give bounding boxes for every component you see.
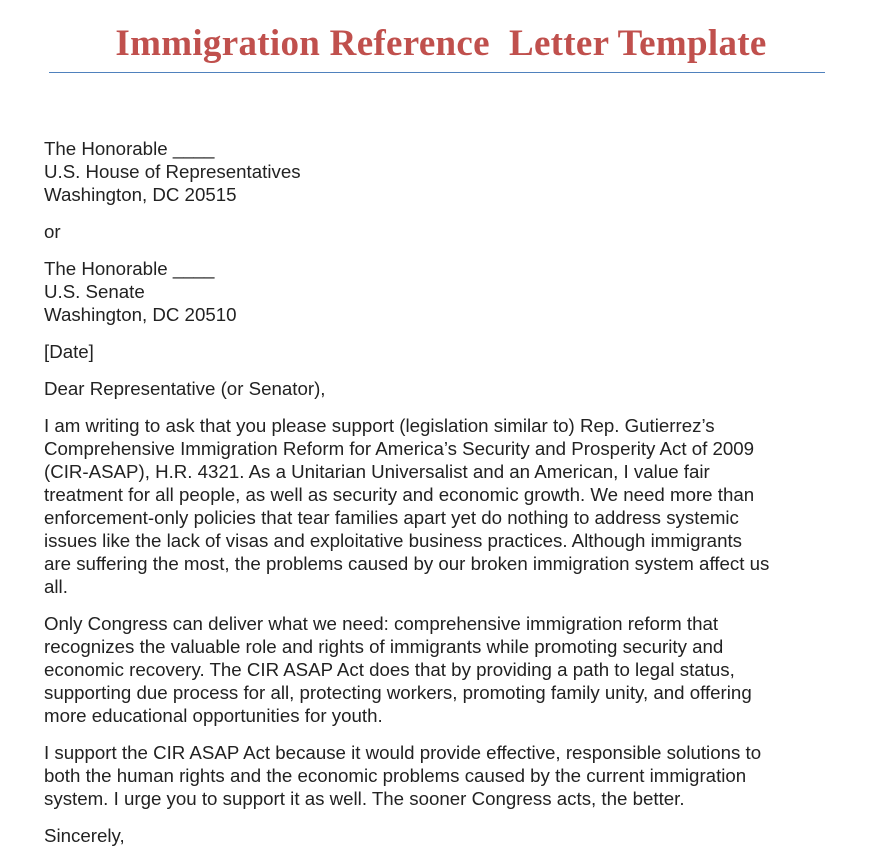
page-title: Immigration Reference Letter Template (115, 23, 767, 64)
paragraph-line: enforcement-only policies that tear families apart yet do nothing to address systemic (44, 507, 739, 528)
paragraph-line: treatment for all people, as well as security and economic growth. We need more than (44, 484, 755, 505)
paragraph-line: I support the CIR ASAP Act because it would provide effective, responsible solutions to (44, 742, 762, 763)
paragraph-line: both the human rights and the economic problems caused by the current immigration (44, 765, 747, 786)
paragraph-line: more educational opportunities for youth. (44, 705, 383, 726)
paragraph-line: system. I urge you to support it as well. The sooner Congress acts, the better. (44, 788, 685, 809)
salutation: Dear Representative (or Senator), (44, 378, 326, 399)
paragraph-line: economic recovery. The CIR ASAP Act does that by providing a path to legal status, (44, 659, 735, 680)
title-divider (49, 72, 825, 73)
paragraph-line: recognizes the valuable role and rights of immigrants while promoting security and (44, 636, 724, 657)
date-placeholder: [Date] (44, 341, 94, 362)
paragraph-line: Comprehensive Immigration Reform for America’s Security and Prosperity Act of 2009 (44, 438, 755, 459)
recipient-senate-line: Washington, DC 20510 (44, 304, 237, 325)
paragraph-line: supporting due process for all, protecting workers, promoting family unity, and offering (44, 682, 752, 703)
paragraph-3 (44, 741, 834, 810)
paragraph-line: all. (44, 576, 68, 597)
paragraph-line: I am writing to ask that you please support (legislation similar to) Rep. Gutierrez’s (44, 415, 715, 436)
paragraph-line: issues like the lack of visas and exploitative business practices. Although immigrants (44, 530, 743, 551)
paragraph-line: (CIR-ASAP), H.R. 4321. As a Unitarian Universalist and an American, I value fair (44, 461, 710, 482)
or-separator: or (44, 221, 61, 242)
recipient-senate-address (44, 257, 834, 326)
closing: Sincerely, (44, 825, 125, 846)
letter-body (44, 137, 834, 847)
recipient-house-address (44, 137, 834, 206)
recipient-senate-line: U.S. Senate (44, 281, 145, 302)
paragraph-2 (44, 612, 834, 727)
recipient-house-line: Washington, DC 20515 (44, 184, 237, 205)
recipient-house-line: U.S. House of Representatives (44, 161, 301, 182)
paragraph-line: Only Congress can deliver what we need: comprehensive immigration reform that (44, 613, 719, 634)
paragraph-1 (44, 414, 834, 598)
recipient-senate-line: The Honorable ____ (44, 258, 215, 279)
recipient-house-line: The Honorable ____ (44, 138, 215, 159)
paragraph-line: are suffering the most, the problems caused by our broken immigration system affect us (44, 553, 770, 574)
